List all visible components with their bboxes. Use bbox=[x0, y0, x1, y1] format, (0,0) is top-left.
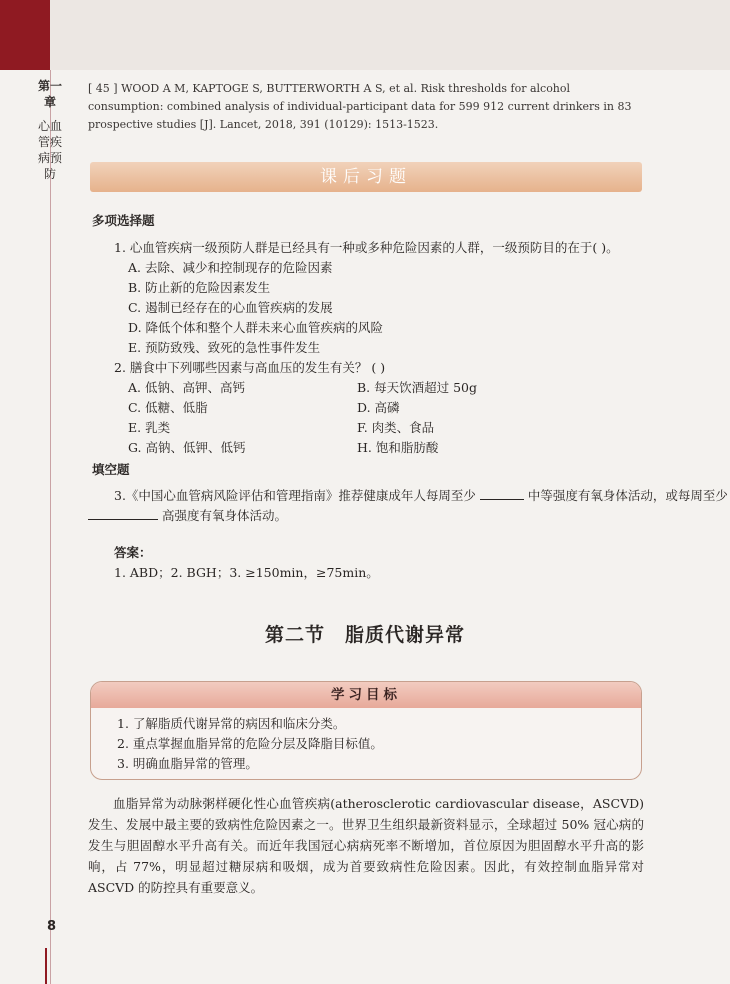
q1-option-a: A. 去除、减少和控制现存的危险因素 bbox=[128, 260, 333, 275]
q2-option-f: F. 肉类、食品 bbox=[357, 420, 435, 435]
q2-option-c: C. 低糖、低脂 bbox=[128, 400, 208, 415]
answers-title: 答案： bbox=[114, 545, 152, 560]
q2-option-e: E. 乳类 bbox=[128, 420, 171, 435]
chapter-number: 第一章 bbox=[38, 79, 63, 109]
reference-text: WOOD A M, KAPTOGE S, BUTTERWORTH A S, et al. Risk thresholds for alcohol consumption: combined analysis of individual-participant data for 599 912 current drinkers in 83 prospective studies [J]. Lancet, 2018, 391 (10129): 1513-1523. bbox=[88, 82, 632, 131]
section-title: 第二节 脂质代谢异常 bbox=[264, 624, 465, 646]
body-paragraph: 血脂异常为动脉粥样硬化性心血管疾病(atherosclerotic cardiovascular disease，ASCVD)发生、发展中最主要的致病性危险因素之一。世界卫生组织最新资料显示，全球超过 50% 冠心病的发生与胆固醇水平升高有关。而近年我国冠心病病死率不断增加，首位原因为胆固醇水平升高的影响，占 77%，明显超过糖尿病和吸烟，成为首要致病性危险因素。因此，有效控制血脂异常对 ASCVD 的防控具有重要意义。 bbox=[88, 796, 644, 895]
q2-option-a: A. 低钠、高钾、高钙 bbox=[128, 380, 245, 395]
fill-section-label: 填空题 bbox=[92, 462, 130, 477]
q2-option-b: B. 每天饮酒超过 50g bbox=[357, 380, 478, 395]
q2-option-h: H. 饱和脂肪酸 bbox=[357, 440, 439, 455]
page-top-band bbox=[0, 0, 730, 70]
q3-text-part-1: 3.《中国心血管病风险评估和管理指南》推荐健康成年人每周至少 bbox=[114, 488, 476, 503]
margin-rule bbox=[50, 70, 51, 984]
reference-number: [ 45 ] bbox=[88, 82, 118, 95]
bottom-accent-bar bbox=[45, 948, 47, 984]
answers-text: 1. ABD；2. BGH；3. ≥150min，≥75min。 bbox=[114, 565, 379, 580]
page-number: 8 bbox=[47, 919, 57, 934]
q1-option-c: C. 遏制已经存在的心血管疾病的发展 bbox=[128, 300, 333, 315]
q2-option-g: G. 高钠、低钾、低钙 bbox=[128, 440, 246, 455]
q3-blank-2 bbox=[88, 507, 158, 520]
chapter-name: 心血管疾病预防 bbox=[38, 119, 63, 181]
q3-text-part-3: 高强度有氧身体活动。 bbox=[161, 508, 287, 523]
learning-objectives-box bbox=[90, 681, 642, 780]
corner-accent-block bbox=[0, 0, 50, 70]
reference-entry bbox=[88, 80, 648, 134]
q1-option-b: B. 防止新的危险因素发生 bbox=[128, 280, 271, 295]
mc-section-label: 多项选择题 bbox=[92, 213, 155, 228]
question-2-stem: 2. 膳食中下列哪些因素与高血压的发生有关？ ( ) bbox=[114, 360, 386, 375]
objective-item-2: 2. 重点掌握血脂异常的危险分层及降脂目标值。 bbox=[117, 736, 383, 751]
q3-text-part-2: 中等强度有氧身体活动，或每周至少 bbox=[527, 488, 728, 503]
q3-blank-1 bbox=[480, 487, 524, 500]
q2-option-d: D. 高磷 bbox=[357, 400, 400, 415]
chapter-tab bbox=[38, 78, 62, 182]
question-3-line-2 bbox=[88, 507, 287, 525]
question-1-stem: 1. 心血管疾病一级预防人群是已经具有一种或多种危险因素的人群，一级预防目的在于( )。 bbox=[114, 240, 619, 255]
objective-item-3: 3. 明确血脂异常的管理。 bbox=[117, 756, 258, 771]
exercise-banner: 课后习题 bbox=[90, 162, 642, 192]
learning-objectives-title: 学习目标 bbox=[91, 682, 641, 708]
objective-item-1: 1. 了解脂质代谢异常的病因和临床分类。 bbox=[117, 716, 346, 731]
question-3-line-1 bbox=[114, 487, 728, 505]
q1-option-d: D. 降低个体和整个人群未来心血管疾病的风险 bbox=[128, 320, 384, 335]
q1-option-e: E. 预防致残、致死的急性事件发生 bbox=[128, 340, 321, 355]
